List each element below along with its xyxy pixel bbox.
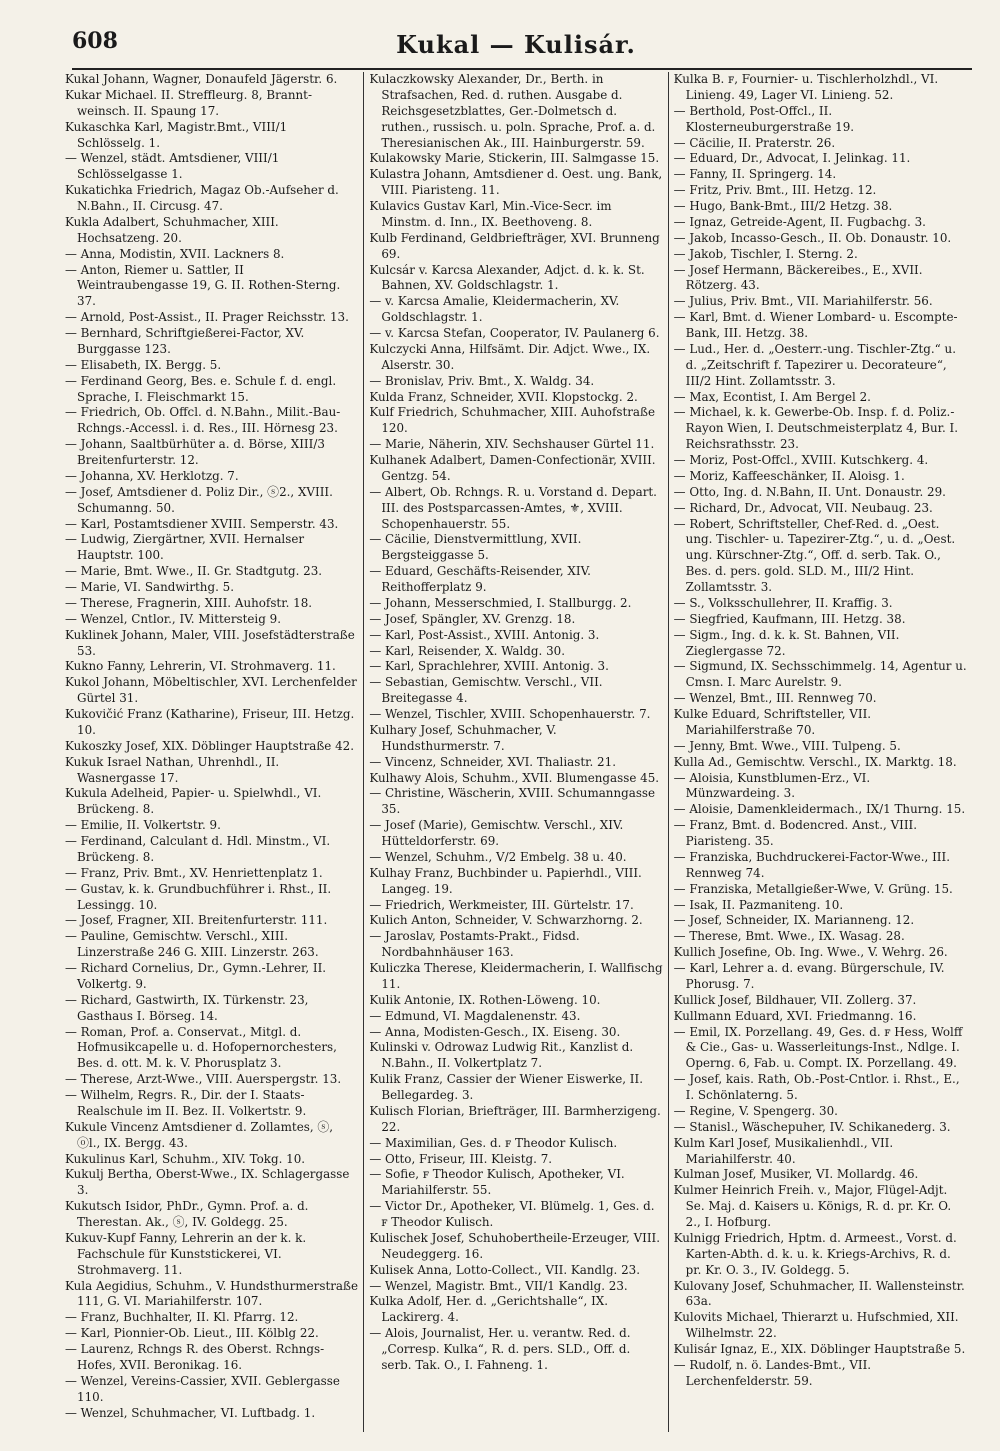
directory-entry: — Wenzel, Schuhm., V/2 Embelg. 38 u. 40.	[369, 849, 627, 864]
directory-entry: Kukuk Israel Nathan, Uhrenhdl., II. Wasnergasse 17.	[65, 754, 280, 785]
directory-entry: — Wenzel, Bmt., III. Rennweg 70.	[673, 691, 877, 706]
directory-entry: — Richard Cornelius, Dr., Gymn.-Lehrer, II. Volkertg. 9.	[65, 961, 327, 991]
directory-entry: — Marie, VI. Sandwirthg. 5.	[65, 580, 234, 594]
directory-entry: — Stanisl., Wäschepuher, IV. Schikanederg. 3.	[673, 1119, 951, 1134]
directory-entry: — Elisabeth, IX. Bergg. 5.	[65, 357, 222, 372]
directory-entry: Kulla Ad., Gemischtw. Verschl., IX. Marktg. 18.	[673, 754, 957, 769]
directory-entry: — Alois, Journalist, Her. u. verantw. Red. d. „Corresp. Kulka“, R. d. pers. SLD., Off. d. serb. Tak. O., I. Fahneng. 1.	[369, 1326, 631, 1372]
directory-entry: — v. Karcsa Stefan, Cooperator, IV. Paulanerg 6.	[369, 326, 660, 340]
directory-entry: Kukar Michael. II. Streffleurg. 8, Brannt-weinsch. II. Spaung 17.	[65, 87, 312, 118]
directory-entry: Kukulinus Karl, Schuhm., XIV. Tokg. 10.	[65, 1151, 306, 1166]
directory-entry: Kulf Friedrich, Schuhmacher, XIII. Auhofstraße 120.	[369, 405, 655, 436]
directory-entry: — Rudolf, n. ö. Landes-Bmt., VII. Lerchenfelderstr. 59.	[673, 1357, 872, 1388]
directory-entry: — Ludwig, Ziergärtner, XVII. Hernalser Hauptstr. 100.	[65, 532, 305, 563]
directory-entry: — Gustav, k. k. Grundbuchführer i. Rhst., II. Lessingg. 10.	[65, 881, 332, 912]
directory-entry: — Moriz, Post-Offcl., XVIII. Kutschkerg. 4.	[673, 453, 929, 467]
directory-entry: — Eduard, Geschäfts-Reisender, XIV. Reithofferplatz 9.	[369, 564, 591, 594]
directory-entry: — Aloisia, Kunstblumen-Erz., VI. Münzwardeing. 3.	[673, 770, 871, 801]
directory-entry: — Moriz, Kaffeeschänker, II. Aloisg. 1.	[673, 468, 905, 483]
directory-entry: — Siegfried, Kaufmann, III. Hetzg. 38.	[673, 611, 906, 626]
directory-entry: Kukula Adelheid, Papier- u. Spielwhdl., VI. Brückeng. 8.	[65, 786, 322, 817]
directory-entry: Kulisek Anna, Lotto-Collect., VII. Kandlg. 23.	[369, 1262, 641, 1277]
directory-entry: Kullich Josefine, Ob. Ing. Wwe., V. Wehrg. 26.	[673, 945, 948, 960]
directory-entry: — Ferdinand, Calculant d. Hdl. Minstm., VI. Brückeng. 8.	[65, 834, 331, 864]
directory-entry: — Edmund, VI. Magdalenenstr. 43.	[369, 1008, 581, 1023]
column-left	[60, 72, 363, 1432]
directory-entry: — Wenzel, städt. Amtsdiener, VIII/1 Schlösselgasse 1.	[65, 151, 280, 182]
directory-entry: — Josef, Spängler, XV. Grenzg. 18.	[369, 611, 576, 626]
directory-entry: — Sebastian, Gemischtw. Verschl., VII. Breitegasse 4.	[369, 675, 603, 706]
directory-entry: — v. Karcsa Amalie, Kleidermacherin, XV. Goldschlagstr. 1.	[369, 294, 620, 325]
directory-entry: Kulman Josef, Musiker, VI. Mollardg. 46.	[673, 1167, 919, 1182]
directory-entry: — Vincenz, Schneider, XVI. Thaliastr. 21.	[369, 754, 616, 769]
directory-entry: — Otto, Ing. d. N.Bahn, II. Unt. Donaustr. 29.	[673, 484, 946, 499]
directory-entry: — Lud., Her. d. „Oesterr.-ung. Tischler-Ztg.“ u. d. „Zeitschrift f. Tapezirer u. Decorateure“, III/2 Hint. Zollamtsstr. 3.	[673, 341, 956, 388]
directory-entry: Kukulj Bertha, Oberst-Wwe., IX. Schlagergasse 3.	[65, 1167, 350, 1198]
directory-entry: — Roman, Prof. a. Conservat., Mitgl. d. Hofmusikcapelle u. d. Hofopernorchesters, Bes. d. ott. M. k. V. Phorusplatz 3.	[65, 1024, 337, 1071]
directory-entry: — Marie, Bmt. Wwe., II. Gr. Stadtgutg. 23.	[65, 564, 323, 579]
columns	[60, 72, 972, 1432]
directory-entry: — Karl, Sprachlehrer, XVIII. Antonig. 3.	[369, 659, 609, 674]
directory-entry: Kulhay Franz, Buchbinder u. Papierhdl., VIII. Langeg. 19.	[369, 865, 642, 896]
directory-entry: — Marie, Näherin, XIV. Sechshauser Gürtel 11.	[369, 437, 655, 452]
directory-entry: — Regine, V. Spengerg. 30.	[673, 1103, 838, 1118]
directory-entry: — Fritz, Priv. Bmt., III. Hetzg. 12.	[673, 183, 877, 198]
directory-entry: Kulisch Florian, Briefträger, III. Barmherzigeng. 22.	[369, 1103, 661, 1134]
directory-entry: — Wenzel, Tischler, XVIII. Schopenhauerstr. 7.	[369, 707, 651, 721]
directory-entry: — Sofie, ꜰ Theodor Kulisch, Apotheker, VI. Mariahilferstr. 55.	[369, 1167, 625, 1198]
directory-entry: — Christine, Wäscherin, XVIII. Schumanngasse 35.	[369, 786, 656, 817]
directory-entry: — Cäcilie, Dienstvermittlung, XVII. Bergsteiggasse 5.	[369, 532, 582, 563]
directory-entry: — Wenzel, Cntlor., IV. Mittersteig 9.	[65, 611, 281, 626]
directory-entry: Kulich Anton, Schneider, V. Schwarzhorng. 2.	[369, 913, 643, 928]
directory-entry: — Anton, Riemer u. Sattler, II Weintraubengasse 19, G. II. Rothen-Sterng. 37.	[65, 262, 341, 309]
directory-entry: — Emil, IX. Porzellang. 49, Ges. d. ꜰ Hess, Wolff & Cie., Gas- u. Wasserleitungs-Inst., Ndlge. I. Operng. 6, Fab. u. Compt. IX. Porzellang. 49.	[673, 1024, 963, 1071]
page-header	[60, 30, 972, 72]
directory-entry: — Emilie, II. Volkertstr. 9.	[65, 818, 221, 833]
directory-entry: — Cäcilie, II. Praterstr. 26.	[673, 135, 836, 150]
directory-entry: Kulka Adolf, Her. d. „Gerichtshalle“, IX. Lackirerg. 4.	[369, 1294, 609, 1325]
directory-entry: Kulhawy Alois, Schuhm., XVII. Blumengasse 45.	[369, 770, 660, 785]
directory-entry: Kulmer Heinrich Freih. v., Major, Flügel-Adjt. Se. Maj. d. Kaisers u. Königs, R. d. pr. Kr. O. 2., I. Hofburg.	[673, 1183, 952, 1229]
directory-entry: — Jakob, Incasso-Gesch., II. Ob. Donaustr. 10.	[673, 230, 952, 245]
directory-entry: Kukuv-Kupf Fanny, Lehrerin an der k. k. Fachschule für Kunststickerei, VI. Strohmaverg. 11.	[65, 1230, 307, 1277]
directory-entry: — Arnold, Post-Assist., II. Prager Reichsstr. 13.	[65, 310, 349, 325]
running-head: Kukal — Kulisár.	[396, 30, 636, 59]
directory-entry: — Therese, Fragnerin, XIII. Auhofstr. 18.	[65, 595, 313, 610]
directory-entry: Kulhary Josef, Schuhmacher, V. Hundsthurmerstr. 7.	[369, 722, 557, 753]
directory-entry: Kulda Franz, Schneider, XVII. Klopstockg. 2.	[369, 389, 638, 404]
directory-entry: — Franziska, Metallgießer-Wwe, V. Grüng. 15.	[673, 881, 953, 896]
directory-entry: — Josef, kais. Rath, Ob.-Post-Cntlor. i. Rhst., E., I. Schönlaterng. 5.	[673, 1072, 960, 1102]
directory-entry: — Maximilian, Ges. d. ꜰ Theodor Kulisch.	[369, 1135, 618, 1150]
directory-entry: — Michael, k. k. Gewerbe-Ob. Insp. f. d. Poliz.-Rayon Wien, I. Deutschmeisterplatz 4, Bur. I. Reichsrathsstr. 23.	[673, 405, 959, 452]
directory-entry: — Bronislav, Priv. Bmt., X. Waldg. 34.	[369, 373, 595, 388]
directory-entry: — Josef, Fragner, XII. Breitenfurterstr. 111.	[65, 913, 328, 928]
directory-entry: — Fanny, II. Springerg. 14.	[673, 167, 837, 182]
directory-entry: — Sigm., Ing. d. k. k. St. Bahnen, VII. Zieglergasse 72.	[673, 627, 900, 658]
directory-entry: Kulischek Josef, Schuhobertheile-Erzeuger, VIII. Neudeggerg. 16.	[369, 1230, 661, 1261]
directory-entry: Kulisár Ignaz, E., XIX. Döblinger Hauptstraße 5.	[673, 1342, 966, 1356]
directory-entry: — Anna, Modistin, XVII. Lackners 8.	[65, 246, 285, 261]
directory-entry: Kulke Eduard, Schriftsteller, VII. Mariahilferstraße 70.	[673, 707, 872, 737]
directory-entry: — Johann, Messerschmied, I. Stallburgg. 2.	[369, 595, 632, 610]
header-rule	[72, 68, 972, 70]
directory-entry: — Karl, Postamtsdiener XVIII. Semperstr. 43.	[65, 516, 339, 531]
directory-entry: Kulastra Johann, Amtsdiener d. Oest. ung. Bank, VIII. Piaristeng. 11.	[369, 167, 663, 198]
directory-entry: Kukatichka Friedrich, Magaz Ob.-Aufseher d. N.Bahn., II. Circusg. 47.	[65, 183, 339, 213]
directory-entry: — Otto, Friseur, III. Kleistg. 7.	[369, 1151, 553, 1166]
directory-entry: — Wenzel, Schuhmacher, VI. Luftbadg. 1.	[65, 1405, 316, 1420]
directory-entry: Kukol Johann, Möbeltischler, XVI. Lerchenfelder Gürtel 31.	[65, 675, 357, 706]
directory-entry: — Max, Econtist, I. Am Bergel 2.	[673, 389, 871, 404]
directory-entry: Kukutsch Isidor, PhDr., Gymn. Prof. a. d. Therestan. Ak., ⓢ, IV. Goldegg. 25.	[65, 1199, 309, 1229]
directory-entry: — Therese, Arzt-Wwe., VIII. Auerspergstr. 13.	[65, 1072, 342, 1087]
directory-entry: — Pauline, Gemischtw. Verschl., XIII. Linzerstraße 246 G. XIII. Linzerstr. 263.	[65, 929, 319, 960]
directory-entry: Kulavics Gustav Karl, Min.-Vice-Secr. im Minstm. d. Inn., IX. Beethoveng. 8.	[369, 199, 612, 229]
directory-entry: Kukaschka Karl, Magistr.Bmt., VIII/1 Schlösselg. 1.	[65, 119, 288, 150]
directory-entry: — Karl, Bmt. d. Wiener Lombard- u. Escompte-Bank, III. Hetzg. 38.	[673, 310, 958, 340]
directory-entry: — Jenny, Bmt. Wwe., VIII. Tulpeng. 5.	[673, 738, 901, 753]
directory-entry: — Isak, II. Pazmaniteng. 10.	[673, 897, 844, 912]
directory-entry: — Hugo, Bank-Bmt., III/2 Hetzg. 38.	[673, 199, 893, 213]
directory-entry: — Franz, Buchhalter, II. Kl. Pfarrg. 12.	[65, 1310, 299, 1325]
directory-entry: — Franz, Bmt. d. Bodencred. Anst., VIII. Piaristeng. 35.	[673, 818, 918, 848]
directory-entry: — Friedrich, Werkmeister, III. Gürtelstr. 17.	[369, 897, 634, 912]
directory-entry: Kukla Adalbert, Schuhmacher, XIII. Hochsatzeng. 20.	[65, 214, 279, 245]
directory-entry: Kulik Franz, Cassier der Wiener Eiswerke, II. Bellegardeg. 3.	[369, 1072, 643, 1102]
directory-entry: Kuliczka Therese, Kleidermacherin, I. Wallfischg 11.	[369, 961, 663, 991]
directory-entry: — Franz, Priv. Bmt., XV. Henriettenplatz 1.	[65, 865, 323, 880]
directory-entry: Kukule Vincenz Amtsdiener d. Zollamtes, ⓢ, ⓞl., IX. Bergg. 43.	[65, 1119, 334, 1150]
directory-entry: Kullick Josef, Bildhauer, VII. Zollerg. 37.	[673, 992, 917, 1007]
directory-entry: — Albert, Ob. Rchngs. R. u. Vorstand d. Depart. III. des Postsparcassen-Amtes, ⚜, XVIII. Schopenhauerstr. 55.	[369, 484, 657, 531]
directory-entry: Kulm Karl Josef, Musikalienhdl., VII. Mariahilferstr. 40.	[673, 1135, 894, 1166]
directory-entry: — Josef Hermann, Bäckereibes., E., XVII. Rötzerg. 43.	[673, 262, 923, 293]
directory-entry: Kukovičić Franz (Katharine), Friseur, III. Hetzg. 10.	[65, 707, 355, 737]
directory-entry: — Johanna, XV. Herklotzg. 7.	[65, 468, 239, 483]
directory-entry: — Wilhelm, Regrs. R., Dir. der I. Staats-Realschule im II. Bez. II. Volkertstr. 9.	[65, 1088, 307, 1118]
directory-entry: — Karl, Lehrer a. d. evang. Bürgerschule, IV. Phorusg. 7.	[673, 961, 945, 991]
directory-entry: — Therese, Bmt. Wwe., IX. Wasag. 28.	[673, 929, 905, 944]
directory-entry: Kulczycki Anna, Hilfsämt. Dir. Adjct. Wwe., IX. Alserstr. 30.	[369, 341, 651, 372]
directory-entry: — Laurenz, Rchngs R. des Oberst. Rchngs-Hofes, XVII. Beronikag. 16.	[65, 1342, 325, 1372]
directory-entry: — Victor Dr., Apotheker, VI. Blümelg. 1, Ges. d. ꜰ Theodor Kulisch.	[369, 1199, 655, 1229]
directory-entry: — Berthold, Post-Offcl., II. Klosterneuburgerstraße 19.	[673, 103, 855, 134]
directory-entry: Kulik Antonie, IX. Rothen-Löweng. 10.	[369, 992, 601, 1007]
directory-entry: — Aloisie, Damenkleidermach., IX/1 Thurng. 15.	[673, 802, 966, 817]
directory-entry: Kulaczkowsky Alexander, Dr., Berth. in Strafsachen, Red. d. ruthen. Ausgabe d. Reichsgesetzblattes, Ger.-Dolmetsch d. ruthen., russisch. u. poln. Sprache, Prof. a. d. Theresianischen Ak., III. Hainburgerstr. 59.	[369, 72, 656, 150]
directory-entry: — Wenzel, Magistr. Bmt., VII/1 Kandlg. 23.	[369, 1278, 628, 1293]
directory-entry: — Wenzel, Vereins-Cassier, XVII. Geblergasse 110.	[65, 1373, 340, 1404]
directory-entry: Kukno Fanny, Lehrerin, VI. Strohmaverg. 11.	[65, 659, 336, 674]
column-right	[668, 72, 972, 1432]
directory-entry: Kulakowsky Marie, Stickerin, III. Salmgasse 15.	[369, 151, 660, 166]
directory-entry: — Johann, Saaltbürhüter a. d. Börse, XIII/3 Breitenfurterstr. 12.	[65, 437, 325, 467]
directory-entry: Kullmann Eduard, XVI. Friedmanng. 16.	[673, 1008, 917, 1023]
directory-entry: Kulinski v. Odrowaz Ludwig Rit., Kanzlist d. N.Bahn., II. Volkertplatz 7.	[369, 1040, 634, 1071]
page-number: 608	[72, 28, 118, 54]
directory-entry: Kulka B. ꜰ, Fournier- u. Tischlerholzhdl., VI. Linieng. 49, Lager VI. Linieng. 52.	[673, 72, 939, 102]
directory-entry: Kula Aegidius, Schuhm., V. Hundsthurmerstraße 111, G. VI. Mariahilferstr. 107.	[65, 1278, 358, 1309]
directory-entry: — Josef, Schneider, IX. Marianneng. 12.	[673, 913, 915, 928]
directory-entry: — Richard, Dr., Advocat, VII. Neubaug. 23.	[673, 500, 933, 515]
directory-entry: — Josef (Marie), Gemischtw. Verschl., XIV. Hütteldorferstr. 69.	[369, 818, 624, 848]
directory-entry: Kulb Ferdinand, Geldbriefträger, XVI. Brunneng 69.	[369, 230, 660, 261]
directory-entry: — Josef, Amtsdiener d. Poliz Dir., ⓢ2., XVIII. Schumanng. 50.	[65, 484, 333, 515]
directory-entry: — Sigmund, IX. Sechsschimmelg. 14, Agentur u. Cmsn. I. Marc Aurelstr. 9.	[673, 659, 967, 690]
directory-entry: Kulovits Michael, Thierarzt u. Hufschmied, XII. Wilhelmstr. 22.	[673, 1310, 959, 1341]
directory-entry: — Franziska, Buchdruckerei-Factor-Wwe., III. Rennweg 74.	[673, 849, 950, 880]
directory-entry: Kuklinek Johann, Maler, VIII. Josefstädterstraße 53.	[65, 627, 355, 658]
directory-entry: Kulovany Josef, Schuhmacher, II. Wallensteinstr. 63a.	[673, 1278, 965, 1309]
directory-entry: — Karl, Reisender, X. Waldg. 30.	[369, 643, 565, 658]
directory-entry: Kulcsár v. Karcsa Alexander, Adjct. d. k. k. St. Bahnen, XV. Goldschlagstr. 1.	[369, 262, 645, 293]
directory-entry: — Robert, Schriftsteller, Chef-Red. d. „Oest. ung. Tischler- u. Tapezirer-Ztg.“, u. d. „Oest. ung. Kürschner-Ztg.“, Off. d. serb. Tak. O., Bes. d. pers. gold. SLD. M., III/2 Hint. Zollamtsstr. 3.	[673, 516, 956, 594]
directory-entry: — Karl, Pionnier-Ob. Lieut., III. Kölblg 22.	[65, 1326, 319, 1341]
directory-entry: — Friedrich, Ob. Offcl. d. N.Bahn., Milit.-Bau-Rchngs.-Accessl. i. d. Res., III. Hörnesg 23.	[65, 405, 341, 436]
directory-entry: Kulhanek Adalbert, Damen-Confectionär, XVIII. Gentzg. 54.	[369, 453, 656, 483]
directory-entry: — Ignaz, Getreide-Agent, II. Fugbachg. 3.	[673, 214, 926, 229]
directory-entry: — Bernhard, Schriftgießerei-Factor, XV. Burggasse 123.	[65, 326, 305, 356]
directory-entry: — S., Volksschullehrer, II. Kraffig. 3.	[673, 595, 893, 610]
directory-entry: — Julius, Priv. Bmt., VII. Mariahilferstr. 56.	[673, 294, 933, 309]
directory-entry: — Anna, Modisten-Gesch., IX. Eiseng. 30.	[369, 1024, 621, 1039]
directory-entry: Kukal Johann, Wagner, Donaufeld Jägerstr. 6.	[65, 72, 338, 86]
directory-entry: — Jaroslav, Postamts-Prakt., Fidsd. Nordbahnhäuser 163.	[369, 929, 580, 960]
directory-entry: Kukoszky Josef, XIX. Döblinger Hauptstraße 42.	[65, 738, 355, 753]
directory-entry: — Ferdinand Georg, Bes. e. Schule f. d. engl. Sprache, I. Fleischmarkt 15.	[65, 373, 337, 404]
directory-entry: — Karl, Post-Assist., XVIII. Antonig. 3.	[369, 627, 600, 642]
directory-entry: — Richard, Gastwirth, IX. Türkenstr. 23, Gasthaus I. Börseg. 14.	[65, 992, 309, 1023]
directory-entry: — Jakob, Tischler, I. Sterng. 2.	[673, 246, 858, 261]
directory-entry: — Eduard, Dr., Advocat, I. Jelinkag. 11.	[673, 151, 911, 166]
directory-entry: Kulnigg Friedrich, Hptm. d. Armeest., Vorst. d. Karten-Abth. d. k. u. k. Kriegs-Archivs, R. d. pr. Kr. O. 3., IV. Goldegg. 5.	[673, 1230, 957, 1277]
column-middle	[363, 72, 667, 1432]
